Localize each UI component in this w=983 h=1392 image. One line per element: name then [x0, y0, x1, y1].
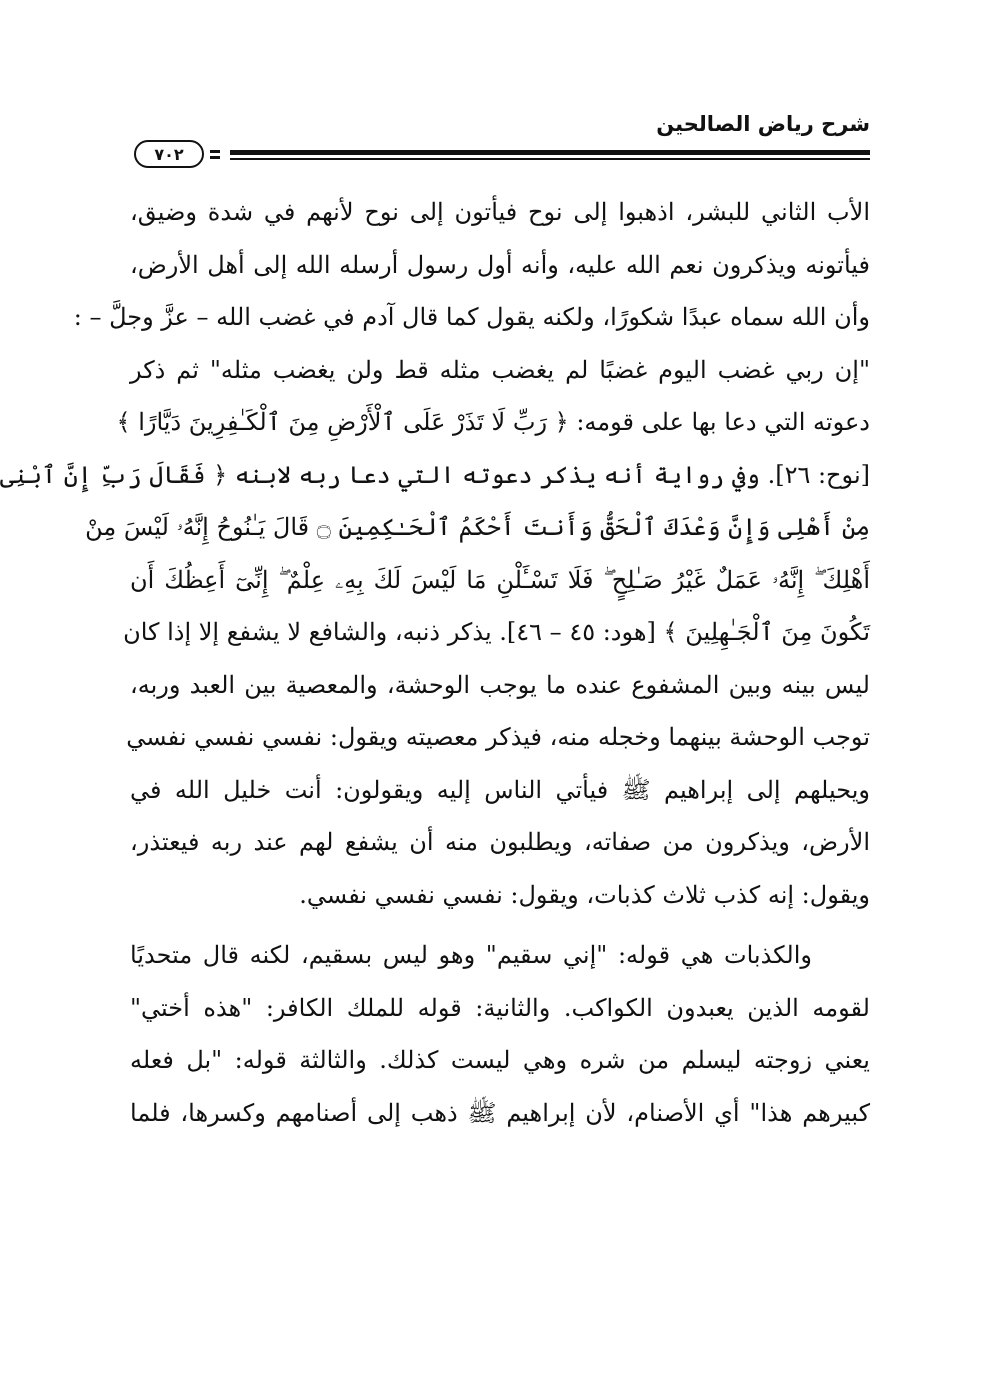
quran-line: مِنْ أَهْلِى وَإِنَّ وَعْدَكَ ٱلْحَقُّ وَأَنتَ أَحْكَمُ ٱلْحَـٰكِمِينَ ۝ قَالَ يَـٰنُوحُ إِنَّهُۥ لَيْسَ مِنْ: [85, 513, 870, 541]
page-number-box: [134, 140, 228, 168]
paragraph-1: [0, 186, 870, 921]
text-line: والكذبات هي قوله: "إني سقيم" وهو ليس بسقيم، لكنه قال متحديًا: [130, 941, 812, 969]
paragraph-gap: [130, 921, 870, 929]
quran-line: أَهْلِكَ ۖ إِنَّهُۥ عَمَلٌ غَيْرُ صَـٰلِحٍ ۖ فَلَا تَسْـَٔلْنِ مَا لَيْسَ لَكَ بِهِۦ عِلْمٌ ۖ إِنِّىٓ أَعِظُكَ أَن: [130, 565, 870, 594]
quran-line: دعوته التي دعا بها على قومه: ﴿ رَبِّ لَا تَذَرْ عَلَى ٱلْأَرْضِ مِنَ ٱلْكَـٰفِرِينَ دَيَّارًا ﴾: [116, 408, 870, 436]
text-line: توجب الوحشة بينهما وخجله منه، فيذكر معصيته ويقول: نفسي نفسي نفسي: [126, 723, 870, 751]
text-line: يعني زوجته ليسلم من شره وهي ليست كذلك. والثالثة قوله: "بل فعله: [130, 1046, 870, 1074]
text-line: كبيرهم هذا" أي الأصنام، لأن إبراهيم ﷺ ذهب إلى أصنامهم وكسرها، فلما: [130, 1098, 870, 1127]
text-line: لقومه الذين يعبدون الكواكب. والثانية: قوله للملك الكافر: "هذه أختي": [130, 993, 870, 1022]
page-number: ٧٠٢: [134, 140, 204, 168]
text-line: ليس بينه وبين المشفوع عنده ما يوجب الوحشة، والمعصية بين العبد وربه،: [130, 670, 870, 699]
page-number-bars: [210, 150, 220, 159]
text-line: فيأتونه ويذكرون نعم الله عليه، وأنه أول رسول أرسله الله إلى أهل الأرض،: [130, 250, 870, 279]
text-line: ويقول: إنه كذب ثلاث كذبات، ويقول: نفسي نفسي نفسي.: [299, 880, 870, 909]
text-line: الأرض، ويذكرون من صفاته، ويطلبون منه أن يشفع لهم عند ربه فيعتذر،: [130, 828, 870, 856]
body-text: [0, 186, 870, 1139]
paragraph-2: [130, 929, 870, 1139]
text-line: وأن الله سماه عبدًا شكورًا، ولكنه يقول كما قال آدم في غضب الله – عزَّ وجلَّ – :: [73, 303, 870, 331]
header-rule-thick: [230, 150, 870, 155]
quran-line: تَكُونَ مِنَ ٱلْجَـٰهِلِينَ ﴾ [هود: ٤٥ – ٤٦]. يذكر ذنبه، والشافع لا يشفع إلا إذا كان: [123, 618, 870, 646]
book-title: شرح رياض الصالحين: [656, 112, 870, 136]
page-header: [130, 112, 870, 172]
text-line: الأب الثاني للبشر، اذهبوا إلى نوح فيأتون إلى نوح لأنهم في شدة وضيق،: [130, 198, 870, 226]
header-rule-thin: [230, 158, 870, 160]
text-line: "إن ربي غضب اليوم غضبًا لم يغضب مثله قط ولن يغضب مثله" ثم ذكر: [130, 355, 870, 384]
quran-line: [نوح: ٢٦]. وفي رواية أنه يذكر دعوته التي دعا ربه لابنه ﴿ فَقَالَ رَبِّ إِنَّ ٱبْنِى: [0, 460, 870, 489]
text-line: ويحيلهم إلى إبراهيم ﷺ فيأتي الناس إليه ويقولون: أنت خليل الله في: [130, 775, 870, 804]
